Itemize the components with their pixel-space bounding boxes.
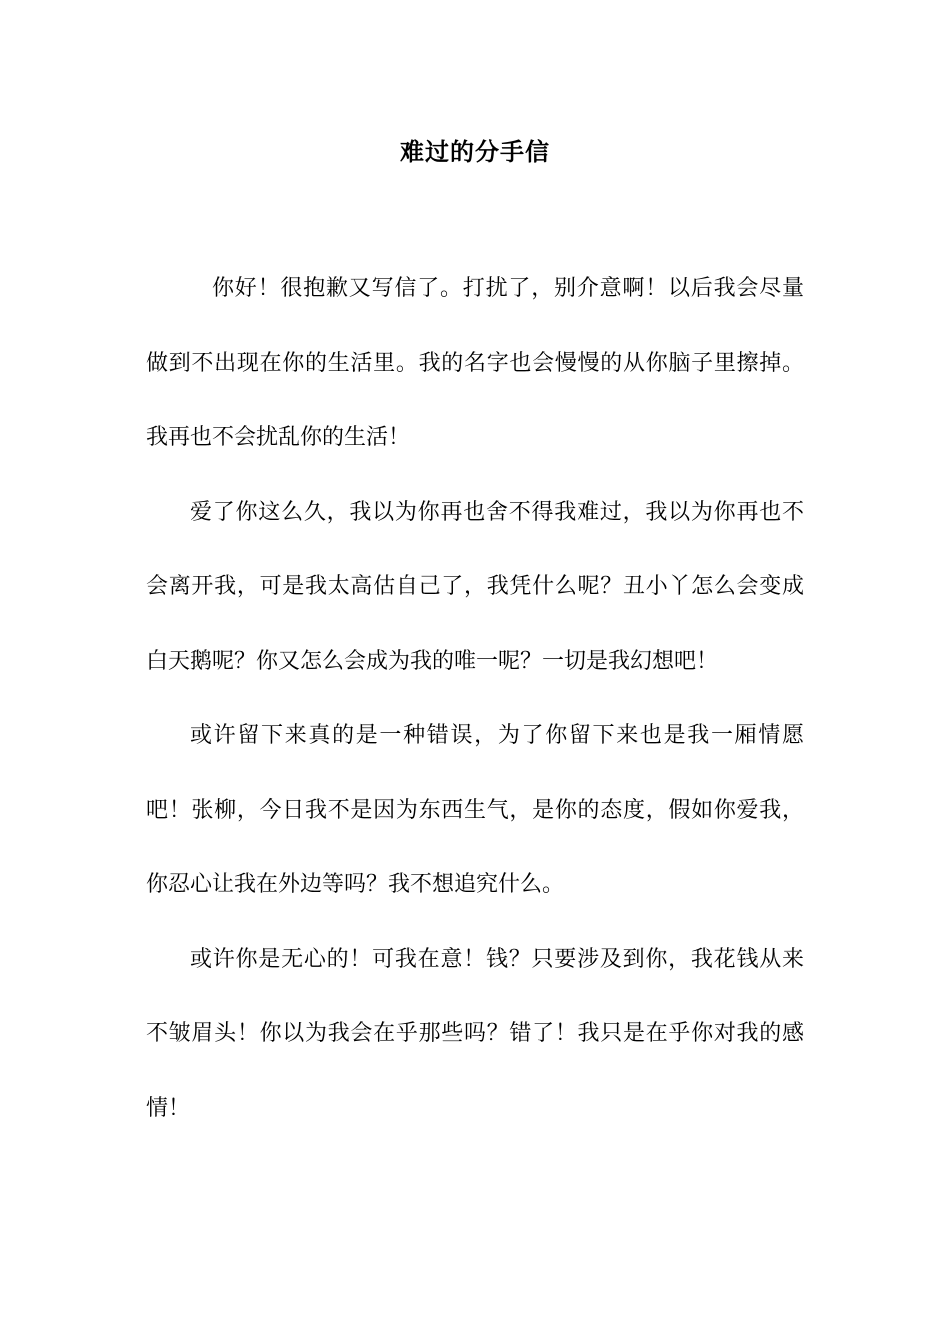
paragraph-2: 爱了你这么久，我以为你再也舍不得我难过，我以为你再也不会离开我，可是我太高估自己了，我凭什么呢？丑小丫怎么会变成白天鹅呢？你又怎么会成为我的唯一呢？一切是我幻想吧！ xyxy=(146,499,804,674)
document-body xyxy=(146,252,804,1146)
paragraph-4: 或许你是无心的！可我在意！钱？只要涉及到你，我花钱从来不皱眉头！你以为我会在乎那些吗？错了！我只是在乎你对我的感情！ xyxy=(146,946,804,1121)
paragraph-1: 你好！很抱歉又写信了。打扰了，别介意啊！以后我会尽量做到不出现在你的生活里。我的名字也会慢慢的从你脑子里擦掉。我再也不会扰乱你的生活！ xyxy=(146,276,804,450)
document-title: 难过的分手信 xyxy=(400,138,550,166)
paragraph-3: 或许留下来真的是一种错误，为了你留下来也是我一厢情愿吧！张柳，今日我不是因为东西生气，是你的态度，假如你爱我，你忍心让我在外边等吗？我不想追究什么。 xyxy=(146,723,804,897)
